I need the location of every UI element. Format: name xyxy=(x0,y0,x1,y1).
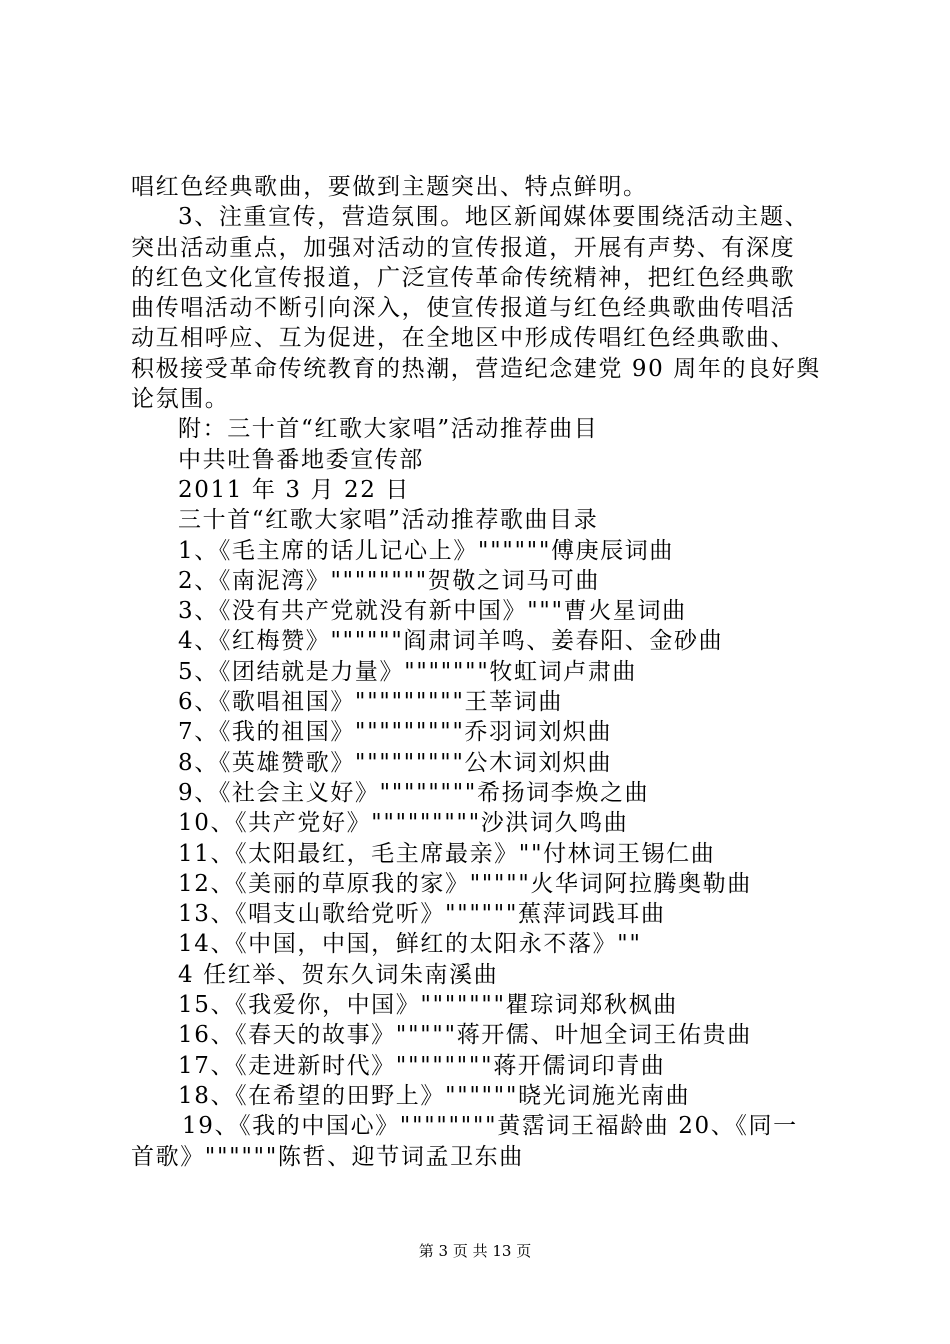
text-line: 的红色文化宣传报道，广泛宣传革命传统精神，把红色经典歌 xyxy=(131,264,796,291)
text-line: 3、注重宣传，营造氛围。地区新闻媒体要围绕活动主题、 xyxy=(178,204,810,231)
text-line: 13、《唱支山歌给党听》""""""蕉萍词践耳曲 xyxy=(178,901,666,928)
text-line: 16、《春天的故事》"""""蒋开儒、叶旭全词王佑贵曲 xyxy=(178,1022,752,1049)
text-line: 首歌》""""""陈哲、迎节词孟卫东曲 xyxy=(131,1143,524,1170)
text-line: 积极接受革命传统教育的热潮，营造纪念建党 90 周年的良好舆 xyxy=(131,355,821,382)
text-line: 5、《团结就是力量》"""""""牧虹词卢肃曲 xyxy=(178,658,637,685)
text-line: 突出活动重点，加强对活动的宣传报道，开展有声势、有深度 xyxy=(131,234,796,261)
text-line: 1、《毛主席的话儿记心上》""""""傅庚辰词曲 xyxy=(178,537,675,564)
text-line: 中共吐鲁番地委宣传部 xyxy=(178,446,424,473)
text-line: 11、《太阳最红，毛主席最亲》""付林词王锡仁曲 xyxy=(178,840,716,867)
text-line: 3、《没有共产党就没有新中国》"""曹火星词曲 xyxy=(178,598,687,625)
text-line: 15、《我爱你，中国》"""""""瞿琮词郑秋枫曲 xyxy=(178,992,678,1019)
text-line: 8、《英雄赞歌》"""""""""公木词刘炽曲 xyxy=(178,749,613,776)
text-line: 附：三十首“红歌大家唱”活动推荐曲目 xyxy=(178,416,599,443)
text-line: 2011 年 3 月 22 日 xyxy=(178,476,410,503)
text-line: 动互相呼应、互为促进，在全地区中形成传唱红色经典歌曲、 xyxy=(131,325,796,352)
text-line: 4 任红举、贺东久词朱南溪曲 xyxy=(178,961,499,988)
text-line: 2、《南泥湾》""""""""贺敬之词马可曲 xyxy=(178,567,600,594)
text-line: 10、《共产党好》"""""""""沙洪词久鸣曲 xyxy=(178,810,629,837)
text-line: 18、《在希望的田野上》""""""晓光词施光南曲 xyxy=(178,1082,691,1109)
text-line: 19、《我的中国心》""""""""黄霑词王福龄曲 20、《同一 xyxy=(182,1113,798,1140)
text-line: 论氛围。 xyxy=(131,386,230,413)
text-line: 曲传唱活动不断引向深入，使宣传报道与红色经典歌曲传唱活 xyxy=(131,295,796,322)
text-line: 12、《美丽的草原我的家》"""""火华词阿拉腾奥勒曲 xyxy=(178,870,752,897)
text-line: 三十首“红歌大家唱”活动推荐歌曲目录 xyxy=(178,507,599,534)
text-line: 4、《红梅赞》""""""阎肃词羊鸣、姜春阳、金砂曲 xyxy=(178,628,724,655)
text-line: 9、《社会主义好》""""""""希扬词李焕之曲 xyxy=(178,779,650,806)
text-line: 17、《走进新时代》""""""""蒋开儒词印青曲 xyxy=(178,1052,666,1079)
text-line: 7、《我的祖国》"""""""""乔羽词刘炽曲 xyxy=(178,719,613,746)
text-line: 6、《歌唱祖国》"""""""""王莘词曲 xyxy=(178,689,563,716)
page-footer: 第 3 页 共 13 页 xyxy=(418,1242,532,1260)
document-body xyxy=(131,172,831,1172)
text-line: 唱红色经典歌曲，要做到主题突出、特点鲜明。 xyxy=(131,174,648,200)
text-line: 14、《中国，中国，鲜红的太阳永不落》"" xyxy=(178,931,642,958)
